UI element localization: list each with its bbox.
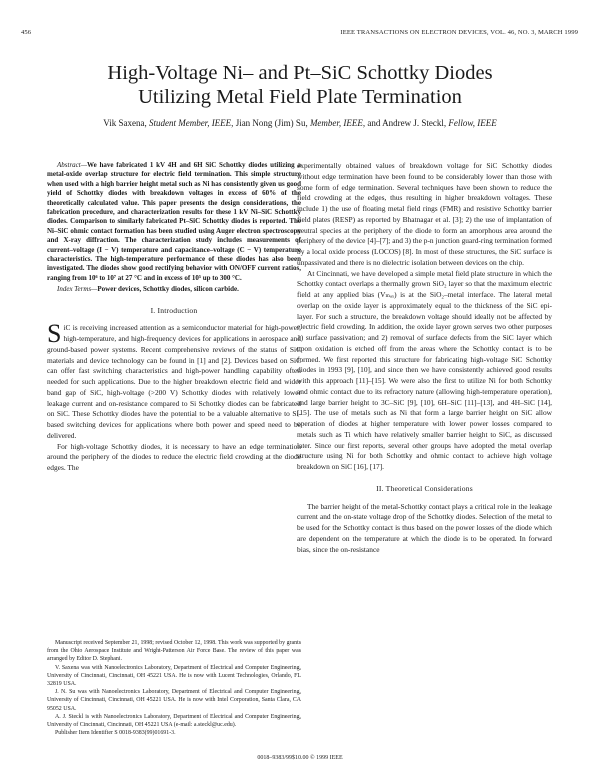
title-line-2: Utilizing Metal Field Plate Termination xyxy=(138,86,462,108)
abstract xyxy=(47,161,301,283)
page-number: 456 xyxy=(21,29,32,36)
footnote-manuscript: Manuscript received September 21, 1998; revised October 12, 1998. This work was supported by grants from the Ohio Aerospace Institute and Wright-Patterson Air Force Base. The review of this paper was arranged by Editor D. Stephani. xyxy=(47,640,301,663)
drop-cap: S xyxy=(47,319,62,349)
intro-paragraph-4: At Cincinnati, we have developed a simple metal field plate structure in which the Schottky contact overlaps a thermally grown SiO₂ layer so that the maximum electric field at any applied bias (Vₘₐₓ) is at the SiO₂–metal interface. The lateral metal overlap on the oxide layer is approximately equal to the thickness of the SiC epi-layer. For such a structure, the breakdown voltage should ideally not be affected by electric field crowding. In addition, the oxide layer grown serves two other purposes 1) surface passivation; and 2) removal of surface defects from the SiC layer which upon oxidation is etched off from the areas where the Schottky contact is to be formed. We first reported this structure for fabricating high-voltage SiC Schottky diodes in 1993 [9], [10], and since then we have consistently achieved good results with this approach [11]–[15]. We were also the first to utilize Ni for both Schottky and ohmic contact due to its refractory nature (allowing high-temperature operation), and large barrier height to 3C–SiC [9], [10], 6H–SiC [11]–[13], and 4H–SiC [14], [15]. The use of metals such as Ni that form a large barrier height on SiC allow operation of diodes at higher temperature with lower power losses compared to metals such as Ti which have relatively smaller barrier height to SiC, as discussed later. Since our first reports, several other groups have adopted the metal overlap structure using Ni for both Schottky and ohmic contact to achieve high voltage breakdown on SiC [16], [17]. xyxy=(297,268,552,471)
paper-title xyxy=(0,61,600,109)
left-column xyxy=(47,161,301,474)
intro-paragraph-2: For high-voltage Schottky diodes, it is necessary to have an edge termination around the periphery of the diodes to reduce the electric field crowding at the diode edges. The xyxy=(47,441,301,473)
footnote-publisher-id: Publisher Item Identifier S 0018-9383(99)01691-3. xyxy=(55,730,176,737)
intro-paragraph-1-text: iC is receiving increased attention as a semiconductor material for high-power, high-temperature, and high-frequency devices for applications in aerospace and ground-based power systems. Recent comprehensive reviews of the status of SiC materials and device technology can be found in [1] and [2]. Devices based on SiC can offer fast switching characteristics and high-power handling capability often needed for such applications. Due to the higher breakdown electric field and wider band gap of SiC, high-voltage (>200 V) Schottky diodes with relatively lower leakage current and on-resistance compared to Si Schottky diodes can be fabricated on SiC. These Schottky diodes have the potential to be a valuable alternative to Si-based switching devices for applications where both power and speed need to be delivered. xyxy=(47,323,301,440)
footnote-saxena: V. Saxena was with Nanoelectronics Laboratory, Department of Electrical and Computer Engineering, University of Cincinnati, Cincinnati, OH 45221 USA. He is now with Lucent Technologies, Orlando, FL 32819 USA. xyxy=(47,664,301,688)
author-2-name: Jian Nong (Jim) Su, xyxy=(235,118,308,128)
author-3-role: Fellow, IEEE xyxy=(448,118,497,128)
section-heading-introduction: I. Introduction xyxy=(150,305,198,315)
intro-paragraph-1 xyxy=(47,319,301,441)
abstract-lead: Abstract— xyxy=(57,161,87,169)
author-3-name: and Andrew J. Steckl, xyxy=(367,118,447,128)
index-terms xyxy=(47,285,301,294)
index-terms-text: Power devices, Schottky diodes, silicon carbide. xyxy=(97,285,239,294)
author-2-role: Member, IEEE, xyxy=(309,118,366,128)
theory-paragraph-1: The barrier height of the metal-Schottky contact plays a critical role in the leakage current and the on-state voltage drop of the Schottky diodes. Selection of the metal to be used for the Schottky contact is thus based on the power losses of the diode which are dependent on the temperature at which the diode is to be operated. In forward bias, since the on-resistance xyxy=(297,501,552,554)
journal-header: IEEE TRANSACTIONS ON ELECTRON DEVICES, VOL. 46, NO. 3, MARCH 1999 xyxy=(340,29,578,36)
abstract-text: We have fabricated 1 kV 4H and 6H SiC Schottky diodes utilizing a metal-oxide overlap structure for electric field termination. This simple structure when used with a high barrier height metal such as Ni has consistently given us good yield of Schottky diodes with breakdown voltages in excess of 60% of the theoretically calculated value. This paper presents the design considerations, the fabrication procedure, and characterization results for these 1 kV Ni–SiC Schottky diodes. Comparison to similarly fabricated Pt–SiC Schottky diodes is reported. The Ni–SiC ohmic contact formation has been studied using Auger electron spectroscopy and X-ray diffraction. The characterization study includes measurements of current–voltage (I − V) temperature and capacitance–voltage (C − V) temperature characteristics. The high-temperature performance of these diodes has also been investigated. The diodes show good rectifying behavior with ON/OFF current ratios, ranging from 10⁶ to 10⁷ at 27 °C and in excess of 10⁵ up to 300 °C. xyxy=(47,161,301,282)
author-1-name: Vik Saxena, xyxy=(103,118,147,128)
section-heading-theory: II. Theoretical Considerations xyxy=(376,483,473,493)
author-line xyxy=(0,118,600,128)
copyright-footer: 0018–9383/99$10.00 © 1999 IEEE xyxy=(257,755,343,761)
title-line-1: High-Voltage Ni– and Pt–SiC Schottky Diodes xyxy=(107,62,493,84)
index-terms-lead: Index Terms— xyxy=(57,285,98,294)
intro-paragraph-3: experimentally obtained values of breakdown voltage for SiC Schottky diodes without edge termination have been found to be considerably lower than those with some form of edge termination. Several techniques have been shown to reduce the field crowding at the edges, thus resulting in higher breakdown voltages. These include 1) the use of floating metal field rings (FMR) and resistive Schottky barrier field plates (RESP) as reported by Bhatnagar et al. [3]; 2) the use of implantation of neutral species at the periphery of the diode to form an amorphous area around the periphery of the device [4]–[7]; and 3) the p-n junction guard-ring termination formed by a local oxide process (LOCOS) [8]. In most of these structures, the SiC surface is unpassivated and there is no dielectric isolation between devices on the chip. xyxy=(297,161,552,267)
author-1-role: Student Member, IEEE, xyxy=(148,118,234,128)
right-column xyxy=(297,161,552,555)
footnote-steckl: A. J. Steckl is with Nanoelectronics Laboratory, Department of Electrical and Computer Engineering, University of Cincinnati, Cincinnati, OH 45221 USA (e-mail: a.steckl@uc.edu). xyxy=(47,713,301,729)
footnotes xyxy=(47,639,301,737)
footnote-su: J. N. Su was with Nanoelectronics Laboratory, Department of Electrical and Computer Engineering, University of Cincinnati, Cincinnati, OH 45221 USA. He is now with Intel Corporation, Santa Clara, CA 95052 USA. xyxy=(47,689,301,712)
